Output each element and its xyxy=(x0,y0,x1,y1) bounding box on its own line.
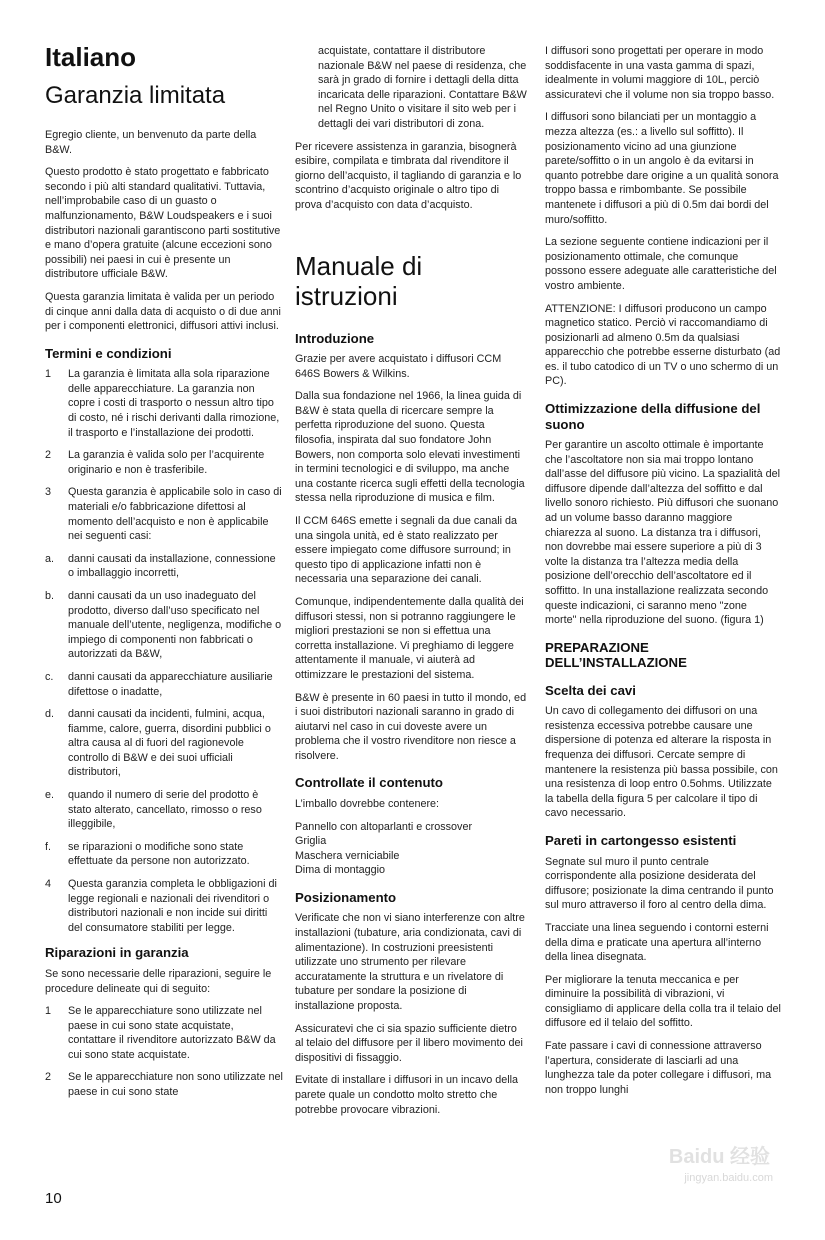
column-3 xyxy=(545,44,781,1105)
item-number: 2 xyxy=(45,449,52,462)
numbered-item xyxy=(45,788,283,832)
paragraph: Comunque, indipendentemente dalla qualità dei diffusori stessi, non si potranno raggiungere le migliori prestazioni se non si effettua una corretta installazione. Vi preghiamo di leggere attentamente il manuale, vi aiuterà ad ottimizzare le prestazioni del sistema. xyxy=(295,595,524,681)
paragraph: Evitate di installare i diffusori in un incavo della parete quale un condotto molto stretto che potrebbe provocare vibrazioni. xyxy=(295,1074,519,1116)
paragraph: Fate passare i cavi di connessione attraverso l’apertura, considerate di lasciarli ad una lunghezza tale da poter collegare i diffusori, ma non troppo lunghi xyxy=(545,1040,772,1096)
paragraph: Il CCM 646S emette i segnali da due canali da una singola unità, ed è stato realizzato per essere impiegato come diffusore surround; in questo tipo di applicazione infatti non è necessaria una separazione dei canali. xyxy=(295,514,518,586)
watermark-url: jingyan.baidu.com xyxy=(684,1172,773,1184)
item-text: danni causati da apparecchiature ausiliarie difettose o inadatte, xyxy=(68,670,273,698)
item-number: b. xyxy=(45,589,55,602)
item-text: La garanzia è limitata alla sola riparazione delle apparecchiature. La garanzia non copre i costi di trasporto o nessun altro tipo di costo, né i rischi derivanti dalla rimozione, il trasporto e l’installazione dei prodotti. xyxy=(68,368,280,439)
watermark-logo: Baidu 经验 xyxy=(668,1146,770,1168)
terms-list xyxy=(45,367,283,935)
item-number: 2 xyxy=(45,1071,52,1084)
item-number: c. xyxy=(45,670,54,683)
manual-title: Manuale di istruzioni xyxy=(295,250,423,311)
paragraph: Dalla sua fondazione nel 1966, la linea guida di B&W è stata quella di ricercare sempre la perfetta riproduzione del suono. Questa filosofia, inspirata dal suo fondatore John Bowers, non comporta solo elevati investimenti in termini tecnologici e di sviluppo, ma anche una costante ricerca sugli effetti della tecnologia stessa nella riproduzione di musica e film. xyxy=(295,390,525,505)
item-text: Se le apparecchiature non sono utilizzate nel paese in cui sono state xyxy=(68,1071,283,1099)
language-heading: Italiano xyxy=(45,42,137,72)
list-item: Pannello con altoparlanti e crossover xyxy=(295,820,473,833)
cable-heading: Scelta dei cavi xyxy=(545,682,636,698)
paragraph: ATTENZIONE: I diffusori producono un campo magnetico statico. Perciò vi raccomandiamo di posizionarli ad almeno 0.5m da qualsiasi apparecchio che potrebbe esserne disturbato (ad es. il tubo catodico di un TV o uno schermo di un PC). xyxy=(545,302,781,388)
column-2 xyxy=(295,44,527,1125)
numbered-item xyxy=(45,448,283,477)
item-number: 1 xyxy=(45,368,52,381)
repair-heading: Riparazioni in garanzia xyxy=(45,945,189,961)
warranty-title: Garanzia limitata xyxy=(45,82,226,109)
item-text: quando il numero di serie del prodotto è stato alterato, cancellato, rimosso o reso illeggibile, xyxy=(68,789,262,831)
paragraph: acquistate, contattare il distributore nazionale B&W nel paese di residenza, che sarà jn grado di fornire i dettagli della ditta incaricata delle riparazioni. Contattare B&W nel Regno Unito o visitare il sito web per i dettagli dei vari distributori di zona. xyxy=(318,45,527,130)
paragraph: Tracciate una linea seguendo i contorni esterni della dima e praticate una apertura all’interno della linea disegnata. xyxy=(545,921,769,964)
paragraph: L’imballo dovrebbe contenere: xyxy=(295,797,440,810)
item-text: danni causati da un uso inadeguato del prodotto, diverso dall’uso specificato nel manuale dell’utente, negligenza, modifiche o impiego di componenti non fabbricati o autorizzati da B&W, xyxy=(68,589,282,661)
item-number: 1 xyxy=(45,1005,52,1018)
paragraph: La sezione seguente contiene indicazioni per il posizionamento ottimale, che comunque possono essere adeguate alle caratteristiche del vostro ambiente. xyxy=(545,236,777,292)
paragraph: Segnate sul muro il punto centrale corrispondente alla posizione desiderata del diffusore; posizionate la dima centrando il punto sul muro attraverso il foro al centro della dima. xyxy=(545,855,774,912)
paragraph: Verificate che non vi siano interferenze con altre installazioni (tubature, aria condizionata, cavi di alimentazione). In costruzioni preesistenti utilizzate uno strumento per rilevare accuratamente la struttura e un rivelatore di tubature per sondare la posizione di installazione proposta. xyxy=(295,912,525,1012)
paragraph: Per migliorare la tenuta meccanica e per diminuire la possibilità di vibrazioni, vi consigliamo di applicare della colla tra il telaio del diffusore ed il telaio del soffitto. xyxy=(545,973,781,1030)
paragraph: B&W è presente in 60 paesi in tutto il mondo, ed i suoi distributori nazionali saranno in grado di aiutarvi nel caso in cui doveste avere un problema che il vostro rivenditore non riesce a risolvere. xyxy=(295,691,527,762)
numbered-item xyxy=(45,552,283,581)
contents-heading: Controllate il contenuto xyxy=(295,775,443,791)
numbered-item xyxy=(45,1070,283,1099)
paragraph: Egregio cliente, un benvenuto da parte della B&W. xyxy=(45,129,257,156)
paragraph: Assicuratevi che ci sia spazio sufficiente dietro al telaio del diffusore per il libero movimento dei dispositivi di fissaggio. xyxy=(295,1022,523,1064)
numbered-item xyxy=(45,589,283,662)
list-item: Griglia xyxy=(295,835,327,848)
paragraph: Per garantire un ascolto ottimale è importante che l’ascoltatore non sia mai troppo lontano dall’asse del diffusore più vicino. La spazialità del diffusore dipende dall’altezza del soffitto e dal livello sonoro richiesto. Più diffusori che suonano ad un volume basso daranno maggiore chiarezza al suono. La distanza tra i diffusori, non dovrebbe mai essere superiore a più di 3 volte la distanza tra l’altezza media della posizione dell’orecchio dell’ascoltatore ed il soffitto. In una installazione realizzata secondo queste indicazioni, ci saranno meno "zone morte" nella riproduzione del suono. (figura 1) xyxy=(545,439,781,627)
item-number: 3 xyxy=(45,486,52,499)
list-item: Maschera verniciabile xyxy=(295,849,400,862)
item-text: danni causati da installazione, connessione o imballaggio incorretti, xyxy=(68,552,276,580)
intro-heading: Introduzione xyxy=(295,330,375,346)
numbered-item xyxy=(45,877,283,935)
paragraph: Se sono necessarie delle riparazioni, seguire le procedure delineate qui di seguito: xyxy=(45,967,272,995)
column-1 xyxy=(45,42,283,1108)
item-number: d. xyxy=(45,708,55,721)
item-text: Questa garanzia completa le obbligazioni di legge regionali e nazionali dei rivenditori o distributori nazionali e non incide sui diritti del consumatore stabiliti per legge. xyxy=(68,878,277,934)
numbered-item xyxy=(45,367,283,440)
numbered-item xyxy=(45,670,283,699)
terms-heading: Termini e condizioni xyxy=(45,345,172,361)
item-text: se riparazioni o modifiche sono state effettuate da persone non autorizzato. xyxy=(68,840,250,868)
item-number: e. xyxy=(45,789,55,802)
item-number: a. xyxy=(45,552,55,565)
paragraph: I diffusori sono bilanciati per un montaggio a mezza altezza (es.: a livello sul soffitto). Il posizionamento vicino ad una giunzione parete/soffitto o in un angolo è da evitarsi in quanto potrebbe dare origine a un qualità sonora troppo bassa e rimbombante. Se possibile mantenete i diffusori a più di 0.5m dai bordi del muro/soffitto. xyxy=(545,111,779,226)
page-number: 10 xyxy=(45,1190,62,1207)
paragraph: I diffusori sono progettati per operare in modo soddisfacente in una vasta gamma di spazi, idealmente in volumi maggiore di 10L, perciò assicuratevi che il volume non sia troppo basso. xyxy=(545,45,775,101)
positioning-heading: Posizionamento xyxy=(295,889,397,905)
optimization-heading: Ottimizzazione della diffusione del suono xyxy=(545,401,761,432)
numbered-item xyxy=(45,840,283,869)
list-item: Dima di montaggio xyxy=(295,864,386,877)
paragraph: Grazie per avere acquistato i diffusori CCM 646S Bowers & Wilkins. xyxy=(295,353,502,380)
item-text: danni causati da incidenti, fulmini, acqua, fiamme, calore, guerra, disordini pubblici o altra causa al di fuori del ragionevole controllo di B&W e dei suoi ufficiali distributori, xyxy=(68,708,271,779)
item-number: f. xyxy=(45,840,51,853)
paragraph: Questo prodotto è stato progettato e fabbricato secondo i più alti standard qualitativi. Tuttavia, nell’improbabile caso di un guasto o malfunzionamento, B&W Loudspeakers e i suoi distributori nazionali garantiscono parti sostitutive e mano d’opera gratuite (alcune eccezioni sono possibili) nei paesi in cui è presente un distributore ufficiale B&W. xyxy=(45,166,281,281)
numbered-item xyxy=(45,707,283,780)
contents-list xyxy=(295,820,527,878)
item-text: La garanzia è valida solo per l’acquirente originario e non è trasferibile. xyxy=(68,449,265,476)
preparation-heading: PREPARAZIONE DELL’INSTALLAZIONE xyxy=(545,639,687,671)
numbered-item xyxy=(45,485,283,543)
paragraph: Un cavo di collegamento dei diffusori on una resistenza eccessiva potrebbe causare une dispersione di potenza ed alterare la risposta in frequenza dei diffusori. Cercate sempre di mantenere la resistenza più bassa possibile, con una resistenza di loop entro 0.5ohms. Utilizzate la tabella della figura 5 per calcolare il tipo di cavo necessario. xyxy=(545,705,778,820)
item-number: 4 xyxy=(45,878,52,891)
wall-heading: Pareti in cartongesso esistenti xyxy=(545,833,737,849)
numbered-item xyxy=(45,1004,283,1062)
repairs-list xyxy=(45,1004,283,1100)
item-text: Questa garanzia è applicabile solo in caso di materiali e/o fabbricazione difettosi al momento dell’acquisto e non è applicabile nei seguenti casi: xyxy=(68,486,282,543)
item-text: Se le apparecchiature sono utilizzate nel paese in cui sono state acquistate, contattare il rivenditore autorizzato B&W da cui sono state acquistate. xyxy=(68,1005,276,1061)
paragraph: Per ricevere assistenza in garanzia, bisognerà esibire, compilata e timbrata dal rivenditore il giorno dell’acquisto, il tagliando di garanzia e lo scontrino d’acquisto originale o altro tipo di prova d’acquisto con data d’acquisto. xyxy=(295,140,522,211)
paragraph: Questa garanzia limitata è valida per un periodo di cinque anni dalla data di acquisto o di due anni per i componenti elettronici, diffusori attivi inclusi. xyxy=(45,290,281,333)
